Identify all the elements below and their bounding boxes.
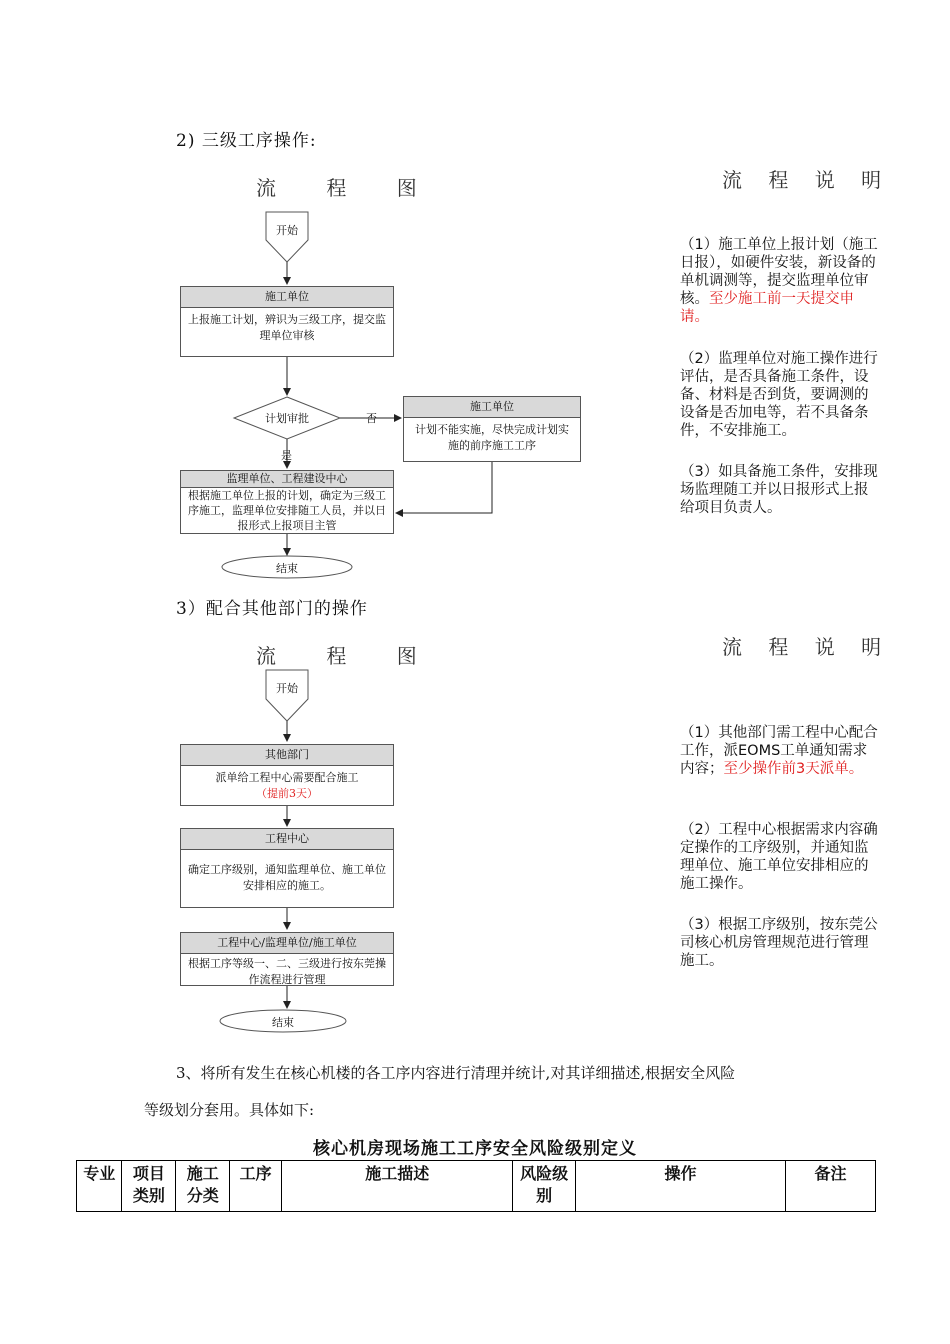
start-node-label-2: 开始 xyxy=(276,682,298,695)
description-step-1-2 xyxy=(680,724,880,778)
description-title-2: 流 程 说 明 xyxy=(722,635,892,659)
node-header: 工程中心 xyxy=(181,829,393,850)
description-text: （1）其他部门需工程中心配合工作，派EOMS工单通知需求内容； xyxy=(680,725,878,777)
node-header: 其他部门 xyxy=(181,745,393,766)
header-cell-risk-level: 风险级别 xyxy=(513,1161,575,1212)
end-node-label-2: 结束 xyxy=(272,1016,294,1029)
node-header: 施工单位 xyxy=(404,397,580,418)
node-construction-unit xyxy=(180,286,394,357)
header-cell-operation: 操作 xyxy=(575,1161,785,1212)
risk-level-table xyxy=(76,1160,876,1212)
flowchart-title: 流 程 图 xyxy=(256,176,439,200)
node-header: 工程中心/监理单位/施工单位 xyxy=(181,933,393,954)
node-body: 根据工序等级一、二、三级进行按东莞操作流程进行管理 xyxy=(188,957,386,986)
node-engineering-center xyxy=(180,828,394,908)
description-title: 流 程 说 明 xyxy=(722,168,892,192)
section-heading-2: 3）配合其他部门的操作 xyxy=(176,599,368,619)
start-node-label: 开始 xyxy=(276,224,298,237)
node-body: 上报施工计划，辨识为三级工序，提交监理单位审核 xyxy=(188,313,386,342)
node-body-highlight: （提前3天） xyxy=(256,787,318,800)
decision-label: 计划审批 xyxy=(265,412,309,425)
header-cell-description: 施工描述 xyxy=(282,1161,513,1212)
header-cell-major: 专业 xyxy=(77,1161,122,1212)
header-cell-remarks: 备注 xyxy=(786,1161,876,1212)
description-step-3: （3）如具备施工条件，安排现场监理随工并以日报形式上报给项目负责人。 xyxy=(680,464,878,516)
node-header: 监理单位、工程建设中心 xyxy=(181,471,393,488)
node-construction-unit-reject xyxy=(403,396,581,462)
node-supervisor-center xyxy=(180,470,394,534)
header-cell-construction-type: 施工分类 xyxy=(176,1161,230,1212)
section-heading: 2) 三级工序操作: xyxy=(176,131,317,151)
node-header: 施工单位 xyxy=(181,287,393,308)
header-cell-project-type: 项目类别 xyxy=(122,1161,176,1212)
node-body xyxy=(181,766,393,806)
flowchart-title-2: 流 程 图 xyxy=(256,644,439,668)
no-label: 否 xyxy=(366,412,377,425)
node-body-text: 派单给工程中心需要配合施工 xyxy=(215,771,359,784)
end-node-label: 结束 xyxy=(276,562,298,575)
description-highlight: 至少操作前3天派单。 xyxy=(723,761,864,777)
table-title: 核心机房现场施工工序安全风险级别定义 xyxy=(313,1139,637,1159)
description-highlight: 至少施工前一天提交申请。 xyxy=(680,291,854,325)
description-step-1 xyxy=(680,236,878,326)
header-cell-process: 工序 xyxy=(230,1161,282,1212)
node-joint-management xyxy=(180,932,394,986)
description-step-2-2: （2）工程中心根据需求内容确定操作的工序级别，并通知监理单位、施工单位安排相应的施工操作。 xyxy=(680,822,878,892)
paragraph-line-2: 等级划分套用。具体如下: xyxy=(144,1101,315,1119)
description-step-2: （2）监理单位对施工操作进行评估，是否具备施工条件，设备、材料是否到货，要调测的设备是否加电等，若不具备条件，不安排施工。 xyxy=(680,351,878,439)
node-other-department xyxy=(180,744,394,806)
paragraph-line-1: 3、将所有发生在核心机楼的各工序内容进行清理并统计,对其详细描述,根据安全风险 xyxy=(176,1064,736,1082)
yes-label: 是 xyxy=(281,449,292,462)
description-text: （1）施工单位上报计划（施工日报），如硬件安装，新设备的单机调测等，提交监理单位审核。 xyxy=(680,237,878,307)
node-body: 计划不能实施，尽快完成计划实施的前序施工工序 xyxy=(415,423,569,452)
node-body: 确定工序级别，通知监理单位、施工单位安排相应的施工。 xyxy=(188,863,386,892)
node-body: 根据施工单位上报的计划，确定为三级工序施工，监理单位安排随工人员，并以日报形式上报项目主管 xyxy=(188,489,386,532)
table-header-row xyxy=(77,1161,876,1212)
description-step-3-2: （3）根据工序级别，按东莞公司核心机房管理规范进行管理施工。 xyxy=(680,917,878,969)
